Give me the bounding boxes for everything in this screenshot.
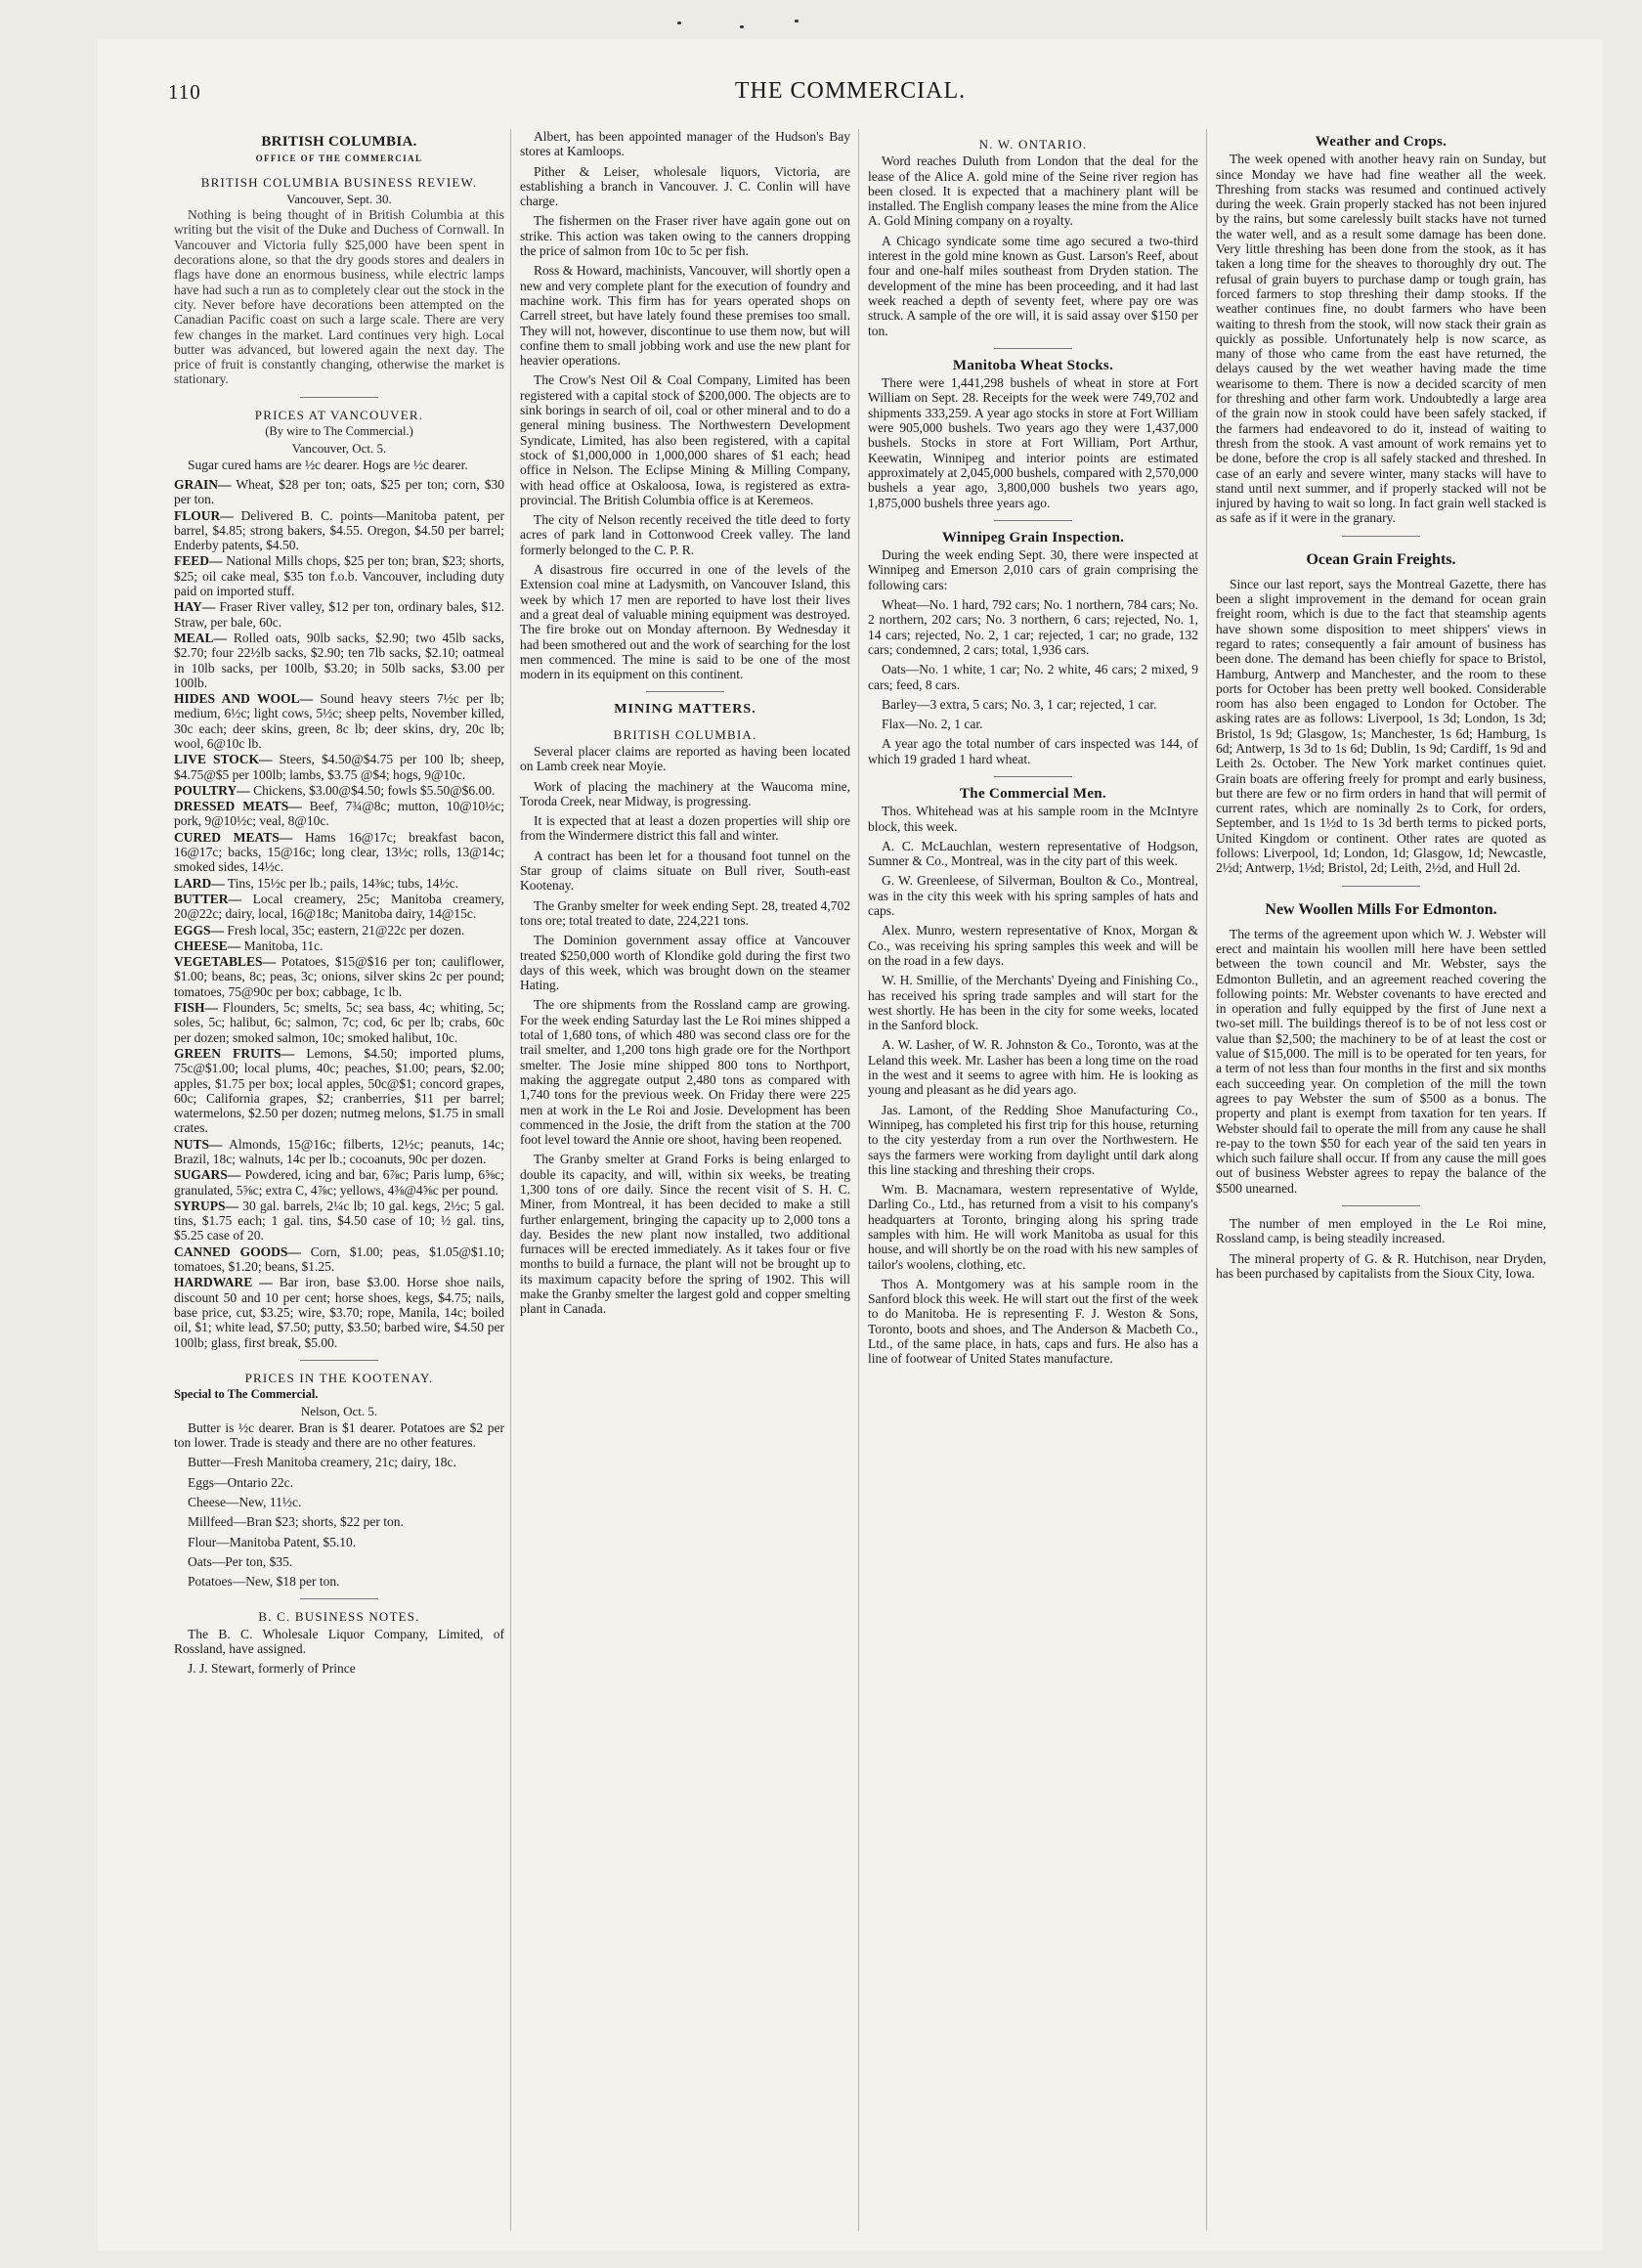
- column-4: [1216, 129, 1546, 2231]
- market-item-label: LIVE STOCK—: [174, 752, 273, 767]
- kootenay-price-item: Oats—Per ton, $35.: [188, 1553, 293, 1569]
- market-item: [174, 954, 504, 999]
- article-paragraph: Pither & Leiser, wholesale liquors, Victoria, are establishing a branch in Vancouver. J. C. Conlin will have charge.: [520, 163, 850, 209]
- market-item: [174, 938, 504, 953]
- market-item: [174, 1244, 504, 1275]
- inspection-item: Wheat—No. 1 hard, 792 cars; No. 1 northern, 784 cars; No. 2 northern, 202 cars; No. 3 northern, 6 cars; rejected, No. 1, 14 cars; rejected, No. 2, 1 car; rejected, 1 car; no grade, 132 cars; condemned, 2 cars; total, 1,936 cars.: [868, 597, 1198, 657]
- market-item-text: Bar iron, base $3.00. Horse shoe nails, discount 50 and 10 per cent; horse shoes, kegs, $4.75; nails, base price, cut, $3.25; wire, $3.70; rope, Manila, 14c; boiled oil, $1; white lead, $7.50; putty, $3.50; barbed wire, $4.50 per 100lb; glass, first break, $5.00.: [174, 1275, 504, 1350]
- market-item-label: CHEESE—: [174, 938, 241, 953]
- divider: [994, 348, 1072, 349]
- inspection-item: Flax—No. 2, 1 car.: [882, 717, 983, 732]
- market-price-list: [174, 477, 504, 1350]
- market-item-text: Chickens, $3.00@$4.50; fowls $5.50@$6.00.: [253, 782, 496, 798]
- market-item-text: Tins, 15½c per lb.; pails, 14⅜c; tubs, 14½c.: [227, 875, 459, 891]
- article-paragraph: The Crow's Nest Oil & Coal Company, Limited has been registered with a capital stock of $200,000. The objects are to sink borings in search of oil, coal or other mineral and to do a general mining business. The Northwestern Development Syndicate, Limited, has also been registered, with a capital stock of $1,000,000 in 1,000,000 shares of $1 each; head office in Nelson. The Eclipse Mining & Milling Company, with head office at Oskaloosa, Iowa, is registered as extra-provincial. The British Columbia office is at Keremeos.: [520, 372, 850, 507]
- section-subheading: OFFICE OF THE COMMERCIAL: [255, 153, 423, 164]
- article-paragraph: Several placer claims are reported as having been located on Lamb creek near Moyie.: [520, 743, 850, 774]
- market-item: [174, 799, 504, 829]
- article-paragraph: The number of men employed in the Le Roi mine, Rossland camp, is being steadily increased.: [1216, 1216, 1546, 1246]
- market-item-text: Steers, $4.50@$4.75 per 100 lb; sheep, $4.75@$5 per 100lb; lambs, $3.75 @$4; hogs, 9@10c.: [174, 752, 504, 782]
- article-heading-review: BRITISH COLUMBIA BUSINESS REVIEW.: [200, 174, 478, 190]
- divider: [994, 520, 1072, 521]
- mining-news: [520, 744, 850, 1317]
- article-paragraph: The B. C. Wholesale Liquor Company, Limited, of Rossland, have assigned.: [174, 1626, 504, 1657]
- market-item-text: Wheat, $28 per ton; oats, $25 per ton; corn, $30 per ton.: [174, 476, 504, 507]
- market-item: [174, 1046, 504, 1136]
- page-header: [98, 39, 1603, 117]
- divider: [300, 1360, 378, 1361]
- divider: [994, 776, 1072, 777]
- article-paragraph: Word reaches Duluth from London that the deal for the lease of the Alice A. gold mine of the Seine river region has been closed. It is expected that a machinery plant will be installed. The English company leases the mine from the Alice A. Gold Mining company on a royalty.: [868, 153, 1198, 229]
- market-item-label: HARDWARE —: [174, 1275, 273, 1290]
- dateline: Vancouver, Sept. 30.: [286, 191, 392, 206]
- market-item-label: FISH—: [174, 1000, 219, 1016]
- market-item: [174, 599, 504, 630]
- article-paragraph: During the week ending Sept. 30, there were inspected at Winnipeg and Emerson 2,010 cars of grain comprising the following cars:: [868, 547, 1198, 592]
- market-item-text: Rolled oats, 90lb sacks, $2.90; two 45lb sacks, $2.70; four 22½lb sacks, $2.90; ten 7lb sacks, $2.10; oatmeal in 10lb sacks, per 100lb, $3.20; in 50lb sacks, $3.00 per 100lb.: [174, 630, 504, 690]
- market-item: [174, 752, 504, 782]
- market-item: [174, 1167, 504, 1198]
- market-item-label: HAY—: [174, 599, 216, 615]
- market-item: [174, 691, 504, 751]
- page-number: 110: [168, 80, 201, 104]
- market-item-text: Potatoes, $15@$16 per ton; cauliflower, $1.00; beans, 8c; peas, 3c; onions, silver skins 2c per pound; tomatoes, 75@90c per box; cabbage, 1c lb.: [174, 954, 504, 999]
- market-item-label: VEGETABLES—: [174, 954, 277, 970]
- market-item-label: GREEN FRUITS—: [174, 1045, 295, 1061]
- article-paragraph: The Granby smelter for week ending Sept. 28, treated 4,702 tons ore; total treated to date, 224,221 tons.: [520, 897, 850, 928]
- market-item-text: Corn, $1.00; peas, $1.05@$1.10; tomatoes, $1.20; beans, $1.25.: [174, 1243, 504, 1275]
- article-paragraph: Work of placing the machinery at the Waucoma mine, Toroda Creek, near Midway, is progressing.: [520, 778, 850, 808]
- byline: (By wire to The Commercial.): [265, 424, 413, 439]
- article-paragraph: The week opened with another heavy rain on Sunday, but since Monday we have had fine weather all the week. Threshing from stacks was resumed and continued actively during the week. Grain properly stacked has not been injured by the rains, but some carelessly built stacks have not turned the water well, and as a result some damage has been done. Very little threshing has been done from the stook, as it has taken a long time for the sheaves to thoroughly dry out. The refusal of grain buyers to purchase damp or tough grain, has forced farmers to stop threshing their damp stooks. If the weather continues fine, no doubt farmers who have been waiting to thresh from the stook, will now stack their grain as quickly as possible. Unfortunately help is now scarce, as many of those who came from the east have returned, the delays caused by the wet weather having made the time wearisome to them. There is now a decided scarcity of men for threshing and other farm work. Undoubtedly a large area of the grain now in stook could have been safely stacked, if the farmers had endeavored to do it, instead of waiting to thresh from the stook. A vast amount of work remains yet to be done, before the crop is all safely stacked and threshed. In case of an early and severe winter, many stacks will have to stand until next summer, and if properly stacked will not be injured by having to wait so long. In fact grain well stacked is as safe as if it were in the granary.: [1216, 152, 1546, 526]
- article-paragraph: A. C. McLauchlan, western representative of Hodgson, Sumner & Co., Montreal, was in the city part of this week.: [868, 838, 1198, 869]
- market-item-text: Powdered, icing and bar, 6⅞c; Paris lump, 6⅝c; granulated, 5⅝c; extra C, 4⅞c; yellows, 4⅜@4⅝c per pound.: [174, 1167, 504, 1198]
- article-heading-commercial-men: The Commercial Men.: [960, 785, 1106, 802]
- article-heading-woollen-mills: New Woollen Mills For Edmonton.: [1265, 900, 1497, 918]
- market-item-label: SYRUPS—: [174, 1198, 239, 1213]
- market-item-text: Beef, 7¾@8c; mutton, 10@10½c; pork, 9@10½c; veal, 8@10c.: [174, 799, 504, 829]
- section-heading-mining-matters: MINING MATTERS.: [614, 702, 756, 718]
- market-item-label: FEED—: [174, 553, 223, 569]
- article-paragraph: The Granby smelter at Grand Forks is being enlarged to double its capacity, and will, within six weeks, be treating 1,300 tons of ore daily. Since the recent visit of S. H. C. Miner, from Montreal, it has been decided to make a still further enlargement, bringing the capacity up to 2,000 tons a day. Besides the new plant now installed, two additional furnaces will be erected immediately. As it takes four or five months to build a furnace, the plant will not be brought up to its maximum capacity before the spring of 1902. This will make the Granby smelter the largest gold and copper smelting plant in Canada.: [520, 1152, 850, 1317]
- dateline: Vancouver, Oct. 5.: [291, 441, 387, 457]
- article-paragraph: A contract has been let for a thousand foot tunnel on the Star group of claims situate on Bull river, South-east Kootenay.: [520, 848, 850, 894]
- market-item-text: Fresh local, 35c; eastern, 21@22c per dozen.: [227, 922, 465, 938]
- article-heading-ocean-freights: Ocean Grain Freights.: [1306, 550, 1456, 568]
- article-paragraph: The terms of the agreement upon which W. J. Webster will erect and maintain his woollen mill here have been settled between the town council and Mr. Webster, says the Edmonton Bulletin, and an agreement reached covering the following points: Mr. Webster covenants to have erected and in operation and fully equipped by the first of June next a two-set mill. The buildings thereof is to be of not less cost or value than $2,500; the machinery to be of at least the cost or value of $15,000. The mill is to be operated for ten years, for a term of not less than four months in the first and six months each succeeding year. On completion of the mill the town agrees to pay Webster the sum of $500 as a bonus. The property and plant is exempt from taxation for ten years. If Webster should fail to operate the mill from any cause he shall re-pay to the town $50 for each year of the said ten years in which such failure shall occur. If from any cause the mill goes out of business Webster agrees to repay the balance of the $500 unearned.: [1216, 926, 1546, 1196]
- article-heading-grain-inspection: Winnipeg Grain Inspection.: [941, 529, 1125, 545]
- column-2: [520, 129, 850, 2231]
- article-paragraph: J. J. Stewart, formerly of Prince: [188, 1661, 356, 1677]
- article-heading-kootenay: PRICES IN THE KOOTENAY.: [244, 1370, 434, 1385]
- notes-continued: [520, 129, 850, 681]
- column-1: [174, 129, 504, 2231]
- kootenay-price-list: [174, 1455, 504, 1589]
- article-paragraph: A Chicago syndicate some time ago secured a two-third interest in the gold mine known as Gust. Larson's Reef, about four and one-half miles southeast from Dryden station. The development of the mine has been proceeding, and it had last week reached a depth of seventy feet, where pay ore was struck. A sample of the ore will, it is said assay over $150 per ton.: [868, 233, 1198, 338]
- market-item-text: Hams 16@17c; breakfast bacon, 16@17c; backs, 15@16c; long clear, 13½c; rolls, 13@14c; smoked sides, 14½c.: [174, 829, 504, 875]
- column-rule: [858, 129, 859, 2231]
- market-item: [174, 477, 504, 507]
- kootenay-price-item: Millfeed—Bran $23; shorts, $22 per ton.: [188, 1514, 404, 1530]
- market-item-text: 30 gal. barrels, 2¼c lb; 10 gal. kegs, 2½c; 5 gal. tins, $1.75 each; 1 gal. tins, $4.50 case of 10; ½ gal. tins, $5.25 case of 20.: [174, 1198, 504, 1243]
- inspection-item: Oats—No. 1 white, 1 car; No. 2 white, 46 cars; 2 mixed, 9 cars; feed, 8 cars.: [868, 662, 1198, 692]
- article-paragraph: Since our last report, says the Montreal Gazette, there has been a slight improvement in the demand for ocean grain freight room, which is due to the fact that steamship agents have shown some disposition to meet shippers' views in regard to rates; consequently a fair amount of business has been done. The demand has been chiefly for space to Bristol, Hamburg, Antwerp and Manchester, and the room to these ports for October has been pretty well booked. Considerable room has also been engaged to London for October. The asking rates are as follows: Liverpool, 1s 3d; London, 1s 3d; Bristol, 1s 9d; Glasgow, 1s; Manchester, 1s 6d; Hamburg, 1s 6d; Antwerp, 1s 3d to 1s 6d; Dublin, 1s 9d; Cardiff, 1s 9d and Leith 2s. October. The New York market continues quiet. Grain boats are offering freely for prompt and early business, but there are few or no firm orders in hand that will permit of current rates, which are nominally 2s to Cork, for orders, September, and 1s 1½d to 1s 3d berth terms to picked ports, United Kingdom or continent. Other rates are quoted as follows: Liverpool, 1d; London, 1d; Glasgow, 1d; Newcastle, 2½d; Antwerp, 1½d; Bristol, 2d; Leith, 2½d, and Hull 2d.: [1216, 576, 1546, 876]
- article-paragraph: Thos A. Montgomery was at his sample room in the Sanford block this week. He will start out the first of the week to do Manitoba. He is representing F. J. Weston & Sons, Toronto, boots and shoes, and The Anderson & Macbeth Co., Ltd., of the same place, in hats, caps and furs. He also has a line of footwear of United States manufacture.: [868, 1276, 1198, 1367]
- article-paragraph: The mineral property of G. & R. Hutchison, near Dryden, has been purchased by capitalists from the Sioux City, Iowa.: [1216, 1250, 1546, 1281]
- market-item-text: Lemons, $4.50; imported plums, 75c@$1.00; local plums, 40c; peaches, $1.00; pears, $2.00; apples, $1.75 per box; local apples, 50c@$1; concord grapes, 60c; California grapes, $2; cranberries, $11 per barrel; watermelons, $2.50 per dozen; nutmeg melons, $1.75 in small crates.: [174, 1045, 504, 1136]
- newspaper-page: [98, 39, 1603, 2250]
- dateline: Nelson, Oct. 5.: [300, 1404, 378, 1419]
- article-paragraph: The ore shipments from the Rossland camp are growing. For the week ending Saturday last the Le Roi mines shipped a total of 1,680 tons, of which 480 was second class ore for the trail smelter, and 1,200 tons high grade ore for the Northport smelter. The Josie mine shipped 800 tons to Northport, making the aggregate output 2,480 tons as compared with 1,740 tons for the previous week. On Friday there were 225 men at work in the Le Roi and Josie. Development has been commenced in the Josie, the drift from the station at the 700 foot level toward the Annie ore shoot, having been reopened.: [520, 997, 850, 1148]
- scan-speck: [740, 25, 744, 28]
- article-paragraph: Jas. Lamont, of the Redding Shoe Manufacturing Co., Winnipeg, has completed his first trip for this house, returning to the city yesterday from a run over the Northwestern. He says the farmers were working from daylight until dark along this line stacking and threshing their crops.: [868, 1102, 1198, 1177]
- market-item-text: Delivered B. C. points—Manitoba patent, per barrel, $4.85; strong bakers, $4.55. Oregon, $4.50 per barrel; Enderby patents, $4.50.: [174, 507, 504, 553]
- market-item: [174, 876, 504, 891]
- market-item-label: NUTS—: [174, 1136, 223, 1152]
- market-item-label: SUGARS—: [174, 1167, 241, 1183]
- article-paragraph: The city of Nelson recently received the title deed to forty acres of park land in Cottonwood Creek valley. The land formerly belonged to the C. P. R.: [520, 512, 850, 557]
- market-item-label: CANNED GOODS—: [174, 1243, 301, 1259]
- article-heading-prices-vancouver: PRICES AT VANCOUVER.: [254, 407, 424, 422]
- market-item-label: GRAIN—: [174, 476, 232, 492]
- market-item-label: LARD—: [174, 875, 225, 891]
- article-heading-weather-crops: Weather and Crops.: [1315, 134, 1448, 150]
- scan-speck: [677, 22, 681, 24]
- market-item: [174, 553, 504, 598]
- section-heading-british-columbia: BRITISH COLUMBIA.: [261, 134, 417, 150]
- scan-speck: [795, 20, 799, 22]
- kootenay-price-item: Eggs—Ontario 22c.: [188, 1474, 293, 1490]
- commercial-men-news: [868, 804, 1198, 1366]
- article-paragraph: Albert, has been appointed manager of the Hudson's Bay stores at Kamloops.: [520, 129, 850, 159]
- divider: [1342, 536, 1420, 537]
- article-paragraph: Nothing is being thought of in British Columbia at this writing but the visit of the Duke and Duchess of Cornwall. In Vancouver and Victoria fully $25,000 have been spent in decorations alone, so that the dry goods stores and dealers in flags have done an enormous business, while electric lamps have had such a run as to completely clear out the stock in the city. Never before have decorations been attempted on the Canadian Pacific coast on such a large scale. There are very few changes in the market. Lard continues very high. Local butter was advanced, but lowered again the next day. The price of fruit is constantly changing, otherwise the market is stationary.: [174, 207, 504, 387]
- market-item: [174, 508, 504, 553]
- article-paragraph: Alex. Munro, western representative of Knox, Morgan & Co., was receiving his spring samples this week and will be on the road in a few days.: [868, 923, 1198, 968]
- article-paragraph: There were 1,441,298 bushels of wheat in store at Fort William on Sept. 28. Receipts for the week were 749,702 and shipments 333,259. A year ago stocks in store at Fort William were 905,000 bushels. Two years ago they were 1,437,000 bushels. Stocks in store at Fort William, Port Arthur, Keewatin, Winnipeg and interior points are estimated approximately at 2,045,000 bushels, compared with 2,570,000 bushels a year ago, 3,800,000 bushels two years ago, 1,875,000 bushels three years ago.: [868, 375, 1198, 510]
- article-heading-wheat-stocks: Manitoba Wheat Stocks.: [952, 357, 1114, 373]
- market-item: [174, 1000, 504, 1045]
- article-paragraph: Butter is ½c dearer. Bran is $1 dearer. Potatoes are $2 per ton lower. Trade is steady and there are no other features.: [174, 1419, 504, 1451]
- running-title: THE COMMERCIAL.: [734, 78, 967, 104]
- market-item-label: FLOUR—: [174, 507, 234, 523]
- article-paragraph: The fishermen on the Fraser river have again gone out on strike. This action was taken owing to the canners dropping the price of salmon from 10c to 5c per fish.: [520, 213, 850, 259]
- kootenay-price-item: Potatoes—New, $18 per ton.: [188, 1574, 340, 1590]
- article-paragraph: Sugar cured hams are ½c dearer. Hogs are ½c dearer.: [188, 457, 468, 472]
- market-item-label: MEAL—: [174, 630, 227, 645]
- market-item-label: HIDES AND WOOL—: [174, 691, 313, 707]
- article-heading-nw-ontario: N. W. ONTARIO.: [978, 137, 1088, 152]
- market-item-text: Flounders, 5c; smelts, 5c; sea bass, 4c; whiting, 5c; soles, 5c; halibut, 6c; salmon, 7c; cod, 6c per lb; crabs, 60c per dozen; smoked salmon, 10c; smoked halibut, 10c.: [174, 1000, 504, 1045]
- article-paragraph: A disastrous fire occurred in one of the levels of the Extension coal mine at Ladysmith, on Vancouver Island, this week by which 17 men are reported to have lost their lives and a great deal of valuable mining equipment was destroyed. The fire broke out on Monday afternoon. By Wednesday it had been smothered out and the work of searching for the lost men commenced. The mine is said to be one of the most modern in its equipment on this continent.: [520, 562, 850, 682]
- article-paragraph: Ross & Howard, machinists, Vancouver, will shortly open a new and very complete plant for the execution of foundry and machine work. This firm has for years operated shops on Carrell street, but have lately found these premises too small. They will not, however, discontinue to use them now, but will confine them to small jobbing work and use the new plant for heavier operations.: [520, 263, 850, 369]
- article-paragraph: W. H. Smillie, of the Merchants' Dyeing and Finishing Co., has received his spring trade samples and will start for the west shortly. He has been in the city for some weeks, located in the Sanford block.: [868, 973, 1198, 1033]
- column-rule: [510, 129, 511, 2231]
- inspection-item: Barley—3 extra, 5 cars; No. 3, 1 car; rejected, 1 car.: [882, 696, 1157, 712]
- market-item: [174, 631, 504, 690]
- kootenay-price-item: Flour—Manitoba Patent, $5.10.: [188, 1534, 357, 1549]
- article-paragraph: Wm. B. Macnamara, western representative of Wylde, Darling Co., Ltd., has returned from a visit to his company's headquarters at Toronto, bringing along his spring trade samples with him. He will work Manitoba as usual for this house, and will shortly be on the road with his new samples of tailor's woolens, clothing, etc.: [868, 1182, 1198, 1272]
- market-item-text: Local creamery, 25c; Manitoba creamery, 20@22c; dairy, local, 16@18c; Manitoba dairy, 14@15c.: [174, 891, 504, 922]
- market-item: [174, 923, 504, 938]
- market-item-label: POULTRY—: [174, 782, 250, 798]
- article-paragraph: A. W. Lasher, of W. R. Johnston & Co., Toronto, was at the Leland this week. Mr. Lasher has been a long time on the road in the west and it seems to agree with him. He is looking as young and pleasant as he did years ago.: [868, 1037, 1198, 1098]
- byline: Special to The Commercial.: [174, 1387, 319, 1402]
- nw-ontario-news: [868, 153, 1198, 338]
- market-item-text: Fraser River valley, $12 per ton, ordinary bales, $12. Straw, per bale, 60c.: [174, 599, 504, 630]
- divider: [300, 397, 378, 398]
- market-item-text: Almonds, 15@16c; filberts, 12½c; peanuts, 14c; Brazil, 18c; walnuts, 14c per lb.; cocoanuts, 90c per dozen.: [174, 1136, 504, 1166]
- kootenay-price-item: Cheese—New, 11½c.: [188, 1494, 302, 1509]
- market-item-label: CURED MEATS—: [174, 829, 293, 845]
- market-item-label: DRESSED MEATS—: [174, 799, 302, 814]
- section-subheading-british-columbia: BRITISH COLUMBIA.: [613, 726, 757, 742]
- column-rule: [1206, 129, 1207, 2231]
- divider: [300, 1598, 378, 1599]
- market-item: [174, 1137, 504, 1167]
- inspection-list: [868, 597, 1198, 766]
- divider: [646, 691, 724, 692]
- market-item: [174, 783, 504, 798]
- article-heading-bc-notes: B. C. BUSINESS NOTES.: [258, 1609, 420, 1625]
- divider: [1342, 886, 1420, 887]
- article-paragraph: The Dominion government assay office at Vancouver treated $250,000 worth of Klondike gold during the first two days of this week, which was brought down on the steamer Hating.: [520, 933, 850, 993]
- market-item-label: BUTTER—: [174, 891, 242, 906]
- column-3: [868, 129, 1198, 2231]
- market-item: [174, 1275, 504, 1349]
- article-paragraph: It is expected that at least a dozen properties will ship ore from the Windermere district this fall and winter.: [520, 813, 850, 844]
- market-item: [174, 892, 504, 922]
- article-paragraph: G. W. Greenleese, of Silverman, Boulton & Co., Montreal, was in the city this week with his spring samples of hats and caps.: [868, 873, 1198, 919]
- market-item: [174, 1199, 504, 1243]
- divider: [1342, 1205, 1420, 1206]
- inspection-item: A year ago the total number of cars inspected was 144, of which 19 graded 1 hard wheat.: [868, 736, 1198, 766]
- market-item-label: EGGS—: [174, 922, 225, 938]
- kootenay-price-item: Butter—Fresh Manitoba creamery, 21c; dairy, 18c.: [188, 1455, 456, 1470]
- market-item-text: Manitoba, 11c.: [243, 938, 324, 953]
- market-item-text: National Mills chops, $25 per ton; bran, $23; shorts, $25; oil cake meal, $35 ton f.o.b. Vancouver, including duty paid on imported stuff.: [174, 553, 504, 599]
- article-paragraph: Thos. Whitehead was at his sample room in the McIntyre block, this week.: [868, 804, 1198, 834]
- market-item: [174, 830, 504, 875]
- market-item-text: Sound heavy steers 7½c per lb; medium, 6½c; light cows, 5½c; sheep pelts, November killed, 30c each; deer skins, green, 8c lb; deer skins, dry, 20c lb; wool, 6@10c lb.: [174, 691, 504, 751]
